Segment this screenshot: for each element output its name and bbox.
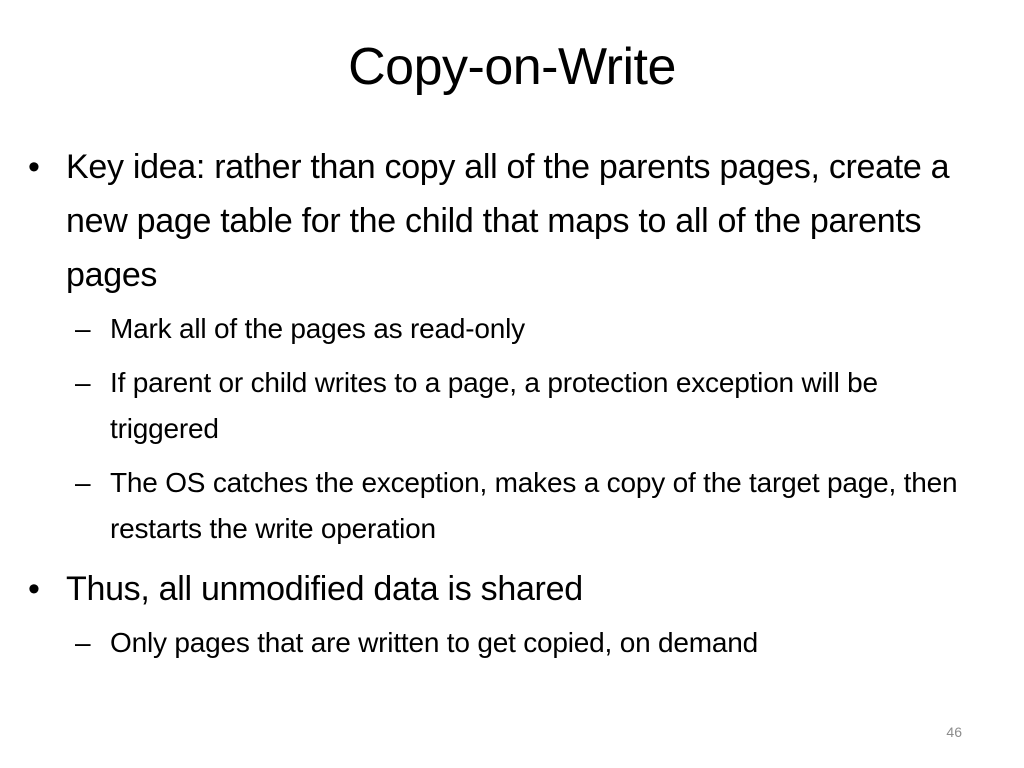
- bullet-icon: •: [28, 570, 40, 608]
- bullet-text: Key idea: rather than copy all of the parents pages, create a new page table for the child that maps to all of the parents pages: [66, 148, 950, 294]
- sub-bullet-item-protection-exception: [28, 360, 988, 452]
- bullet-item-shared-data: [28, 562, 988, 616]
- dash-icon: –: [75, 367, 91, 398]
- sub-bullet-text: If parent or child writes to a page, a protection exception will be triggered: [110, 367, 878, 444]
- bullet-icon: •: [28, 148, 40, 186]
- bullet-item-key-idea: [28, 140, 988, 302]
- sub-bullet-text: Only pages that are written to get copied, on demand: [110, 627, 759, 658]
- dash-icon: –: [75, 627, 91, 658]
- dash-icon: –: [75, 313, 91, 344]
- dash-icon: –: [75, 467, 91, 498]
- sub-bullet-text: Mark all of the pages as read-only: [110, 313, 525, 344]
- slide-title: Copy-on-Write: [348, 38, 676, 96]
- sub-bullet-item-os-catches: [28, 460, 988, 552]
- sub-bullet-text: The OS catches the exception, makes a copy of the target page, then restarts the write operation: [110, 467, 958, 544]
- sub-bullet-item-copied-on-demand: [28, 620, 988, 666]
- page-number: 46: [946, 724, 962, 740]
- slide-body: [28, 140, 988, 666]
- bullet-text: Thus, all unmodified data is shared: [66, 570, 583, 608]
- sub-bullet-item-read-only: [28, 306, 988, 352]
